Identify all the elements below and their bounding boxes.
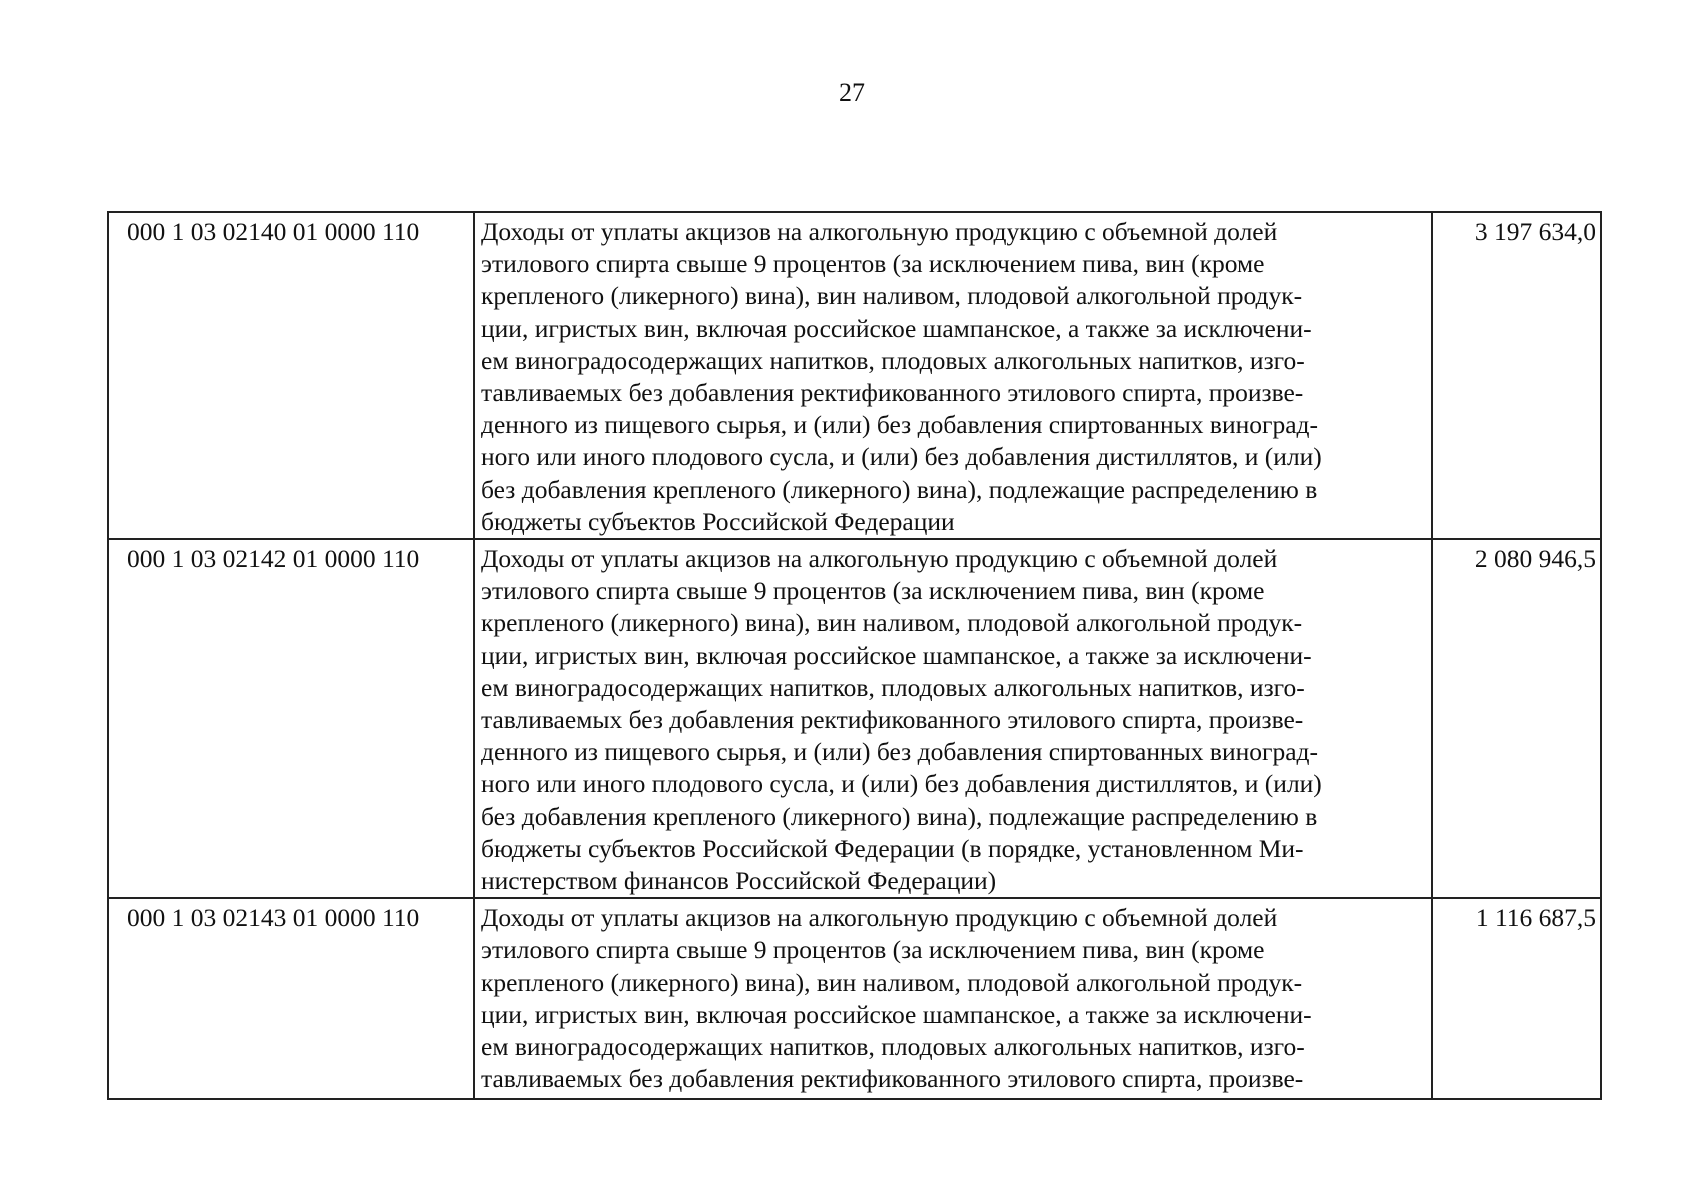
- revenue-description: [474, 898, 1432, 1099]
- revenue-amount: 2 080 946,5: [1432, 539, 1601, 898]
- description-line: нистерством финансов Российской Федерации): [481, 866, 997, 896]
- description-line: ного или иного плодового сусла, и (или) без добавления дистиллятов, и (или): [481, 442, 1322, 472]
- description-line: Доходы от уплаты акцизов на алкогольную продукцию с объемной долей: [481, 217, 1278, 246]
- description-line: крепленого (ликерного) вина), вин наливом, плодовой алкогольной продук-: [481, 281, 1303, 311]
- description-line: ции, игристых вин, включая российское шампанское, а также за исключени-: [481, 999, 1312, 1029]
- description-line: этилового спирта свыше 9 процентов (за исключением пива, вин (кроме: [481, 249, 1265, 279]
- description-line: тавливаемых без добавления ректификованного этилового спирта, произве-: [481, 1064, 1304, 1094]
- description-line: ем виноградосодержащих напитков, плодовых алкогольных напитков, изго-: [481, 672, 1305, 702]
- revenue-description: [474, 212, 1432, 539]
- description-line: Доходы от уплаты акцизов на алкогольную продукцию с объемной долей: [481, 903, 1278, 933]
- budget-classification-code: 000 1 03 02142 01 0000 110: [108, 539, 474, 898]
- description-line: этилового спирта свыше 9 процентов (за исключением пива, вин (кроме: [481, 935, 1265, 965]
- budget-classification-code: 000 1 03 02143 01 0000 110: [108, 898, 474, 1099]
- description-line: бюджеты субъектов Российской Федерации: [481, 506, 955, 536]
- revenue-amount: 3 197 634,0: [1432, 212, 1601, 539]
- description-line: ции, игристых вин, включая российское шампанское, а также за исключени-: [481, 640, 1312, 670]
- page-number: 27: [839, 78, 865, 107]
- budget-revenue-table: [107, 211, 1602, 1100]
- description-line: тавливаемых без добавления ректификованного этилового спирта, произве-: [481, 705, 1304, 735]
- description-line: денного из пищевого сырья, и (или) без добавления спиртованных виноград-: [481, 737, 1319, 767]
- description-line: денного из пищевого сырья, и (или) без добавления спиртованных виноград-: [481, 410, 1319, 440]
- description-line: ции, игристых вин, включая российское шампанское, а также за исключени-: [481, 313, 1312, 343]
- description-line: крепленого (ликерного) вина), вин наливом, плодовой алкогольной продук-: [481, 608, 1303, 638]
- revenue-description: [474, 539, 1432, 898]
- revenue-amount: 1 116 687,5: [1432, 898, 1601, 1099]
- description-line: крепленого (ликерного) вина), вин наливом, плодовой алкогольной продук-: [481, 967, 1303, 997]
- description-line: Доходы от уплаты акцизов на алкогольную продукцию с объемной долей: [481, 544, 1278, 574]
- table-row: [108, 898, 1601, 1099]
- description-line: ем виноградосодержащих напитков, плодовых алкогольных напитков, изго-: [481, 1032, 1305, 1062]
- description-line: ного или иного плодового сусла, и (или) без добавления дистиллятов, и (или): [481, 769, 1322, 799]
- description-line: без добавления крепленого (ликерного) вина), подлежащие распределению в: [481, 801, 1318, 831]
- table-row: [108, 212, 1601, 539]
- table-row: [108, 539, 1601, 898]
- description-line: бюджеты субъектов Российской Федерации (в порядке, установленном Ми-: [481, 833, 1304, 863]
- description-line: этилового спирта свыше 9 процентов (за исключением пива, вин (кроме: [481, 576, 1265, 606]
- budget-classification-code: 000 1 03 02140 01 0000 110: [108, 212, 474, 539]
- description-line: тавливаемых без добавления ректификованного этилового спирта, произве-: [481, 378, 1304, 408]
- description-line: ем виноградосодержащих напитков, плодовых алкогольных напитков, изго-: [481, 345, 1305, 375]
- description-line: без добавления крепленого (ликерного) вина), подлежащие распределению в: [481, 474, 1318, 504]
